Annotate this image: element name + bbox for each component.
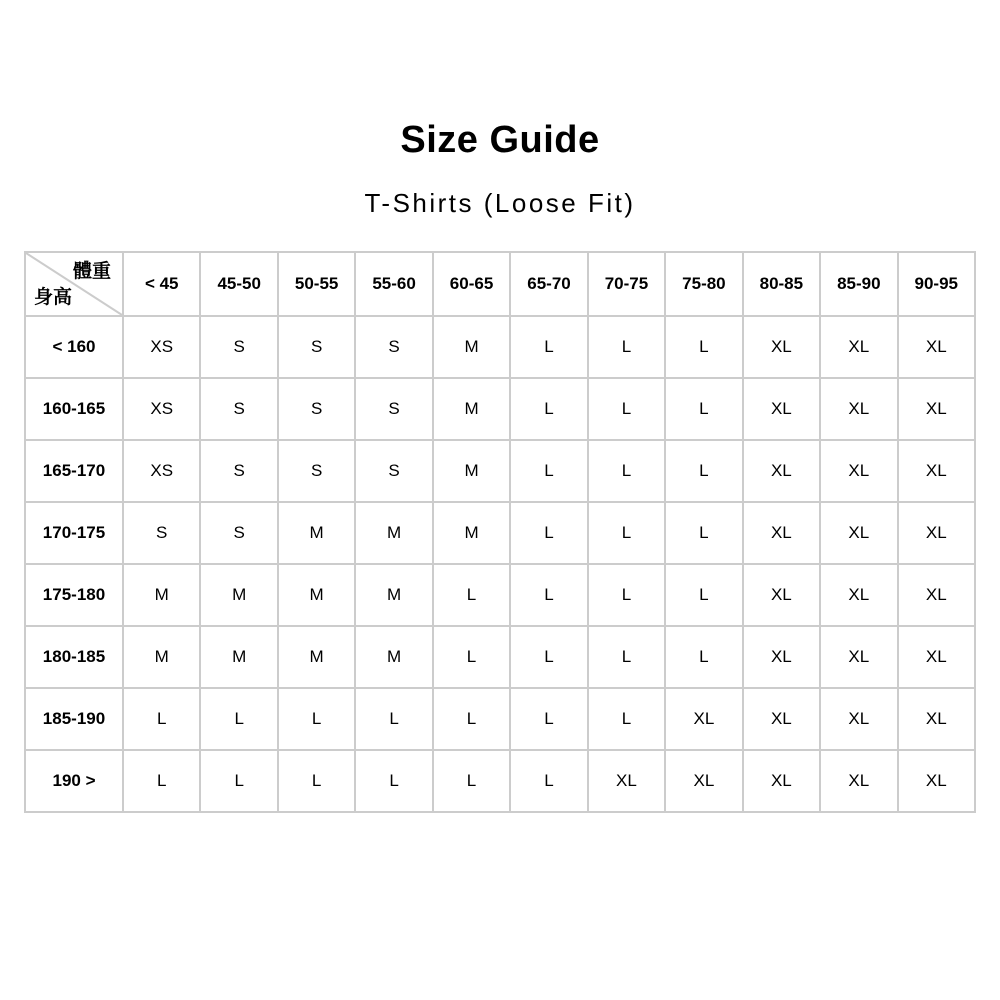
size-cell: XL	[820, 688, 897, 750]
size-cell: XL	[820, 440, 897, 502]
size-cell: M	[200, 626, 277, 688]
size-cell: XL	[743, 440, 820, 502]
size-cell: S	[278, 440, 355, 502]
size-cell: M	[123, 564, 200, 626]
size-cell: XL	[743, 626, 820, 688]
page-title: Size Guide	[400, 119, 600, 161]
size-cell: XL	[898, 750, 975, 812]
table-row	[25, 440, 975, 502]
size-cell: L	[433, 688, 510, 750]
weight-header-cell: 50-55	[278, 252, 355, 316]
height-axis-label: 身高	[34, 287, 73, 308]
size-cell: M	[355, 502, 432, 564]
height-row-label: 185-190	[25, 688, 123, 750]
size-cell: L	[588, 564, 665, 626]
size-cell: M	[433, 502, 510, 564]
size-cell: L	[200, 688, 277, 750]
size-cell: L	[510, 564, 587, 626]
size-cell: L	[278, 688, 355, 750]
weight-axis-label: 體重	[72, 261, 111, 282]
size-cell: XL	[898, 564, 975, 626]
size-cell: L	[510, 750, 587, 812]
size-cell: S	[123, 502, 200, 564]
size-cell: L	[433, 626, 510, 688]
size-cell: XL	[743, 378, 820, 440]
weight-header-cell: 60-65	[433, 252, 510, 316]
size-cell: L	[355, 688, 432, 750]
page-subtitle: T-Shirts (Loose Fit)	[364, 188, 636, 218]
height-row-label: 175-180	[25, 564, 123, 626]
size-cell: L	[433, 564, 510, 626]
size-cell: M	[433, 316, 510, 378]
size-cell: M	[433, 440, 510, 502]
table-row	[25, 502, 975, 564]
size-cell: XL	[665, 750, 742, 812]
size-cell: L	[510, 626, 587, 688]
table-header-row	[25, 252, 975, 316]
size-cell: XL	[820, 316, 897, 378]
size-cell: XL	[898, 316, 975, 378]
size-cell: L	[123, 688, 200, 750]
size-cell: S	[355, 440, 432, 502]
size-cell: M	[123, 626, 200, 688]
height-row-label: 170-175	[25, 502, 123, 564]
size-cell: L	[588, 688, 665, 750]
size-cell: M	[278, 564, 355, 626]
size-cell: XL	[820, 750, 897, 812]
size-cell: XL	[743, 316, 820, 378]
size-cell: L	[665, 440, 742, 502]
size-cell: L	[510, 378, 587, 440]
weight-header-cell: 90-95	[898, 252, 975, 316]
size-cell: L	[278, 750, 355, 812]
size-cell: XL	[743, 688, 820, 750]
size-cell: M	[355, 564, 432, 626]
weight-header-cell: 55-60	[355, 252, 432, 316]
size-cell: XS	[123, 440, 200, 502]
size-cell: XL	[898, 502, 975, 564]
height-row-label: 180-185	[25, 626, 123, 688]
size-cell: XL	[820, 502, 897, 564]
size-cell: XL	[820, 626, 897, 688]
size-cell: L	[665, 626, 742, 688]
size-cell: M	[355, 626, 432, 688]
size-cell: L	[510, 440, 587, 502]
weight-header-cell: 85-90	[820, 252, 897, 316]
size-cell: XL	[898, 626, 975, 688]
size-cell: L	[355, 750, 432, 812]
table-row	[25, 626, 975, 688]
size-cell: XL	[665, 688, 742, 750]
size-cell: L	[588, 502, 665, 564]
size-cell: L	[510, 502, 587, 564]
weight-header-cell: 45-50	[200, 252, 277, 316]
size-cell: S	[200, 502, 277, 564]
size-cell: XS	[123, 316, 200, 378]
size-cell: S	[200, 440, 277, 502]
corner-cell	[25, 252, 123, 316]
table-body	[25, 316, 975, 812]
size-cell: M	[278, 626, 355, 688]
size-cell: S	[355, 316, 432, 378]
size-cell: XL	[743, 564, 820, 626]
size-cell: L	[588, 378, 665, 440]
size-cell: XL	[898, 440, 975, 502]
size-cell: L	[665, 316, 742, 378]
size-cell: S	[278, 316, 355, 378]
size-cell: L	[665, 378, 742, 440]
size-cell: XL	[588, 750, 665, 812]
size-cell: L	[588, 626, 665, 688]
size-cell: L	[588, 316, 665, 378]
weight-header-cell: 65-70	[510, 252, 587, 316]
size-cell: XL	[820, 378, 897, 440]
table-row	[25, 688, 975, 750]
size-cell: XL	[820, 564, 897, 626]
size-cell: L	[433, 750, 510, 812]
table-row	[25, 316, 975, 378]
size-cell: S	[200, 316, 277, 378]
size-cell: XL	[898, 378, 975, 440]
table-row	[25, 564, 975, 626]
table-row	[25, 750, 975, 812]
size-cell: L	[665, 502, 742, 564]
size-cell: S	[278, 378, 355, 440]
size-cell: XL	[898, 688, 975, 750]
size-cell: L	[510, 688, 587, 750]
size-cell: M	[433, 378, 510, 440]
size-cell: L	[123, 750, 200, 812]
size-cell: M	[200, 564, 277, 626]
weight-header-cell: < 45	[123, 252, 200, 316]
weight-header-cell: 75-80	[665, 252, 742, 316]
height-row-label: 160-165	[25, 378, 123, 440]
size-guide-table	[24, 251, 976, 813]
size-cell: L	[200, 750, 277, 812]
height-row-label: 190 >	[25, 750, 123, 812]
size-cell: S	[200, 378, 277, 440]
size-cell: XL	[743, 502, 820, 564]
height-row-label: < 160	[25, 316, 123, 378]
table-row	[25, 378, 975, 440]
weight-header-cell: 80-85	[743, 252, 820, 316]
size-cell: L	[588, 440, 665, 502]
weight-header-cell: 70-75	[588, 252, 665, 316]
size-cell: L	[665, 564, 742, 626]
size-cell: XL	[743, 750, 820, 812]
size-cell: L	[510, 316, 587, 378]
size-cell: M	[278, 502, 355, 564]
height-row-label: 165-170	[25, 440, 123, 502]
size-cell: XS	[123, 378, 200, 440]
size-cell: S	[355, 378, 432, 440]
